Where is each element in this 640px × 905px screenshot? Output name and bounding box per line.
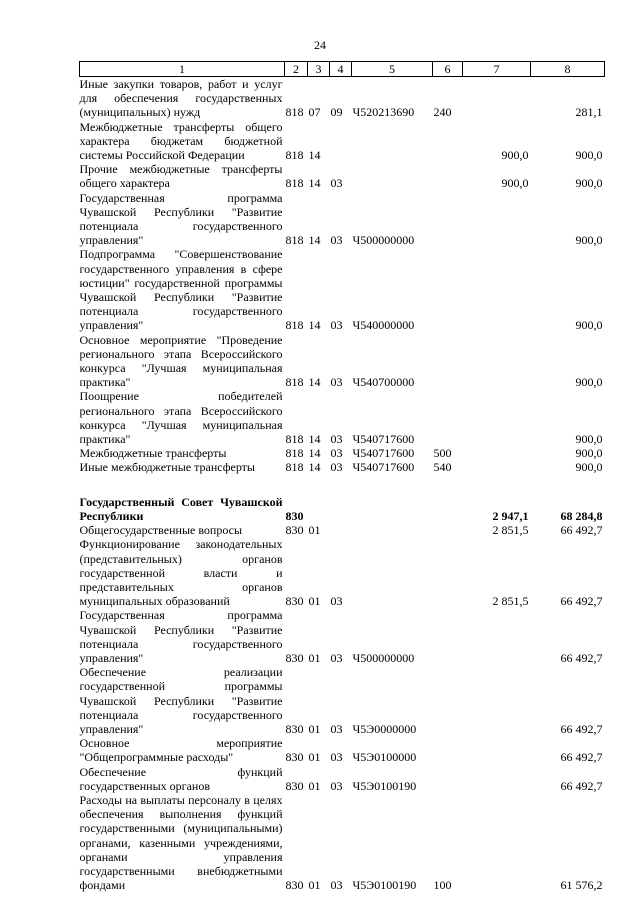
target-article-cell: Ч500000000: [352, 233, 415, 248]
admin-code-cell: 818: [285, 148, 304, 163]
spacer-row: [80, 475, 605, 495]
target-article-cell: Ч540717600: [352, 460, 415, 475]
amount-change-cell: 900,0: [501, 176, 529, 191]
admin-code-cell: 830: [285, 878, 304, 893]
target-article-cell: Ч540717600: [352, 446, 415, 461]
table-row: [80, 608, 605, 665]
subsection-cell: 03: [330, 318, 343, 333]
section-cell: 01: [308, 523, 321, 538]
amount-change-cell: [463, 793, 531, 892]
amount-change-cell: [463, 191, 531, 248]
subsection-cell: [330, 120, 352, 163]
amount-change-cell: [463, 665, 531, 736]
table-row: [80, 793, 605, 892]
amount-change-cell: [463, 608, 531, 665]
table-row: [80, 765, 605, 793]
subsection-cell: [330, 523, 352, 537]
subsection-cell: 09: [330, 105, 343, 120]
amount-total-cell: 900,0: [575, 318, 603, 333]
admin-code-cell: 830: [285, 594, 304, 609]
amount-total-cell: 900,0: [575, 375, 603, 390]
row-name-cell: Основное мероприятие "Проведение регионального этапа Всероссийского конкурса "Лучшая муниципальная практика": [79, 332, 283, 390]
subsection-cell: 03: [330, 176, 343, 191]
section-cell: 14: [308, 375, 321, 390]
amount-change-cell: [463, 460, 531, 474]
row-name-cell: Основное мероприятие "Общепрограммные расходы": [79, 736, 283, 765]
section-cell: 14: [308, 176, 321, 191]
row-name-cell: Государственный Совет Чувашской Республики: [79, 494, 283, 523]
amount-change-cell: [463, 77, 531, 120]
row-name-cell: Обеспечение реализации государственной программы Чувашской Республики "Развитие потенциала государственного управления": [79, 665, 283, 736]
subsection-cell: 03: [330, 721, 343, 736]
expense-type-cell: [433, 162, 463, 190]
expense-type-cell: [433, 608, 463, 665]
table-row: [80, 460, 605, 474]
section-cell: 14: [308, 318, 321, 333]
amount-total-cell: 66 492,7: [560, 650, 603, 665]
section-cell: 01: [308, 721, 321, 736]
table-row: [80, 247, 605, 332]
target-article-cell: [352, 120, 433, 163]
amount-total-cell: 66 492,7: [560, 778, 603, 793]
amount-total-cell: 68 284,8: [560, 508, 603, 523]
amount-change-cell: [463, 247, 531, 332]
row-name-cell: Государственная программа Чувашской Республики "Развитие потенциала государственного управления": [79, 190, 283, 248]
amount-change-cell: 2 851,5: [492, 523, 529, 538]
table-row: [80, 333, 605, 390]
admin-code-cell: 830: [285, 508, 304, 523]
expense-type-cell: [433, 537, 463, 608]
amount-change-cell: [463, 446, 531, 460]
table-row: [80, 446, 605, 460]
amount-change-cell: 2 851,5: [492, 594, 529, 609]
section-cell: 14: [308, 460, 321, 475]
target-article-cell: Ч540700000: [352, 375, 415, 390]
amount-change-cell: 900,0: [501, 148, 529, 163]
table-row: [80, 77, 605, 120]
column-header-4: 4: [330, 62, 352, 77]
section-cell: 01: [308, 650, 321, 665]
amount-total-cell: 900,0: [575, 446, 603, 461]
column-header-1: 1: [80, 62, 285, 77]
expense-type-cell: [433, 765, 463, 793]
amount-total-cell: 900,0: [575, 432, 603, 447]
table-row: [80, 191, 605, 248]
row-name-cell: Расходы на выплаты персоналу в целях обеспечения выполнения функций государственными (муниципальными) органами, казенными учреждениями, органами управления государственными внебюджетными фондами: [79, 792, 283, 893]
row-name-cell: Государственная программа Чувашской Республики "Развитие потенциала государственного управления": [79, 608, 283, 665]
admin-code-cell: 818: [285, 176, 304, 191]
amount-change-cell: [463, 765, 531, 793]
amount-total-cell: 900,0: [575, 176, 603, 191]
subsection-cell: 03: [330, 594, 343, 609]
row-name-cell: Подпрограмма "Совершенствование государственного управления в сфере юстиции" государственной программы Чувашской Республики "Развитие потенциала государственного управления": [79, 247, 283, 333]
amount-change-cell: 2 947,1: [492, 508, 529, 523]
amount-total-cell: 900,0: [575, 233, 603, 248]
admin-code-cell: 818: [285, 233, 304, 248]
row-name-cell: Иные межбюджетные трансферты: [79, 460, 255, 475]
target-article-cell: [352, 537, 433, 608]
expense-type-cell: [433, 523, 463, 537]
column-header-3: 3: [308, 62, 330, 77]
section-cell: 01: [308, 778, 321, 793]
target-article-cell: Ч5Э0000000: [352, 721, 417, 736]
amount-total-cell: 900,0: [575, 148, 603, 163]
section-cell: 01: [308, 594, 321, 609]
subsection-cell: 03: [330, 878, 343, 893]
table-row: [80, 537, 605, 608]
admin-code-cell: 818: [285, 318, 304, 333]
subsection-cell: 03: [330, 375, 343, 390]
subsection-cell: 03: [330, 233, 343, 248]
target-article-cell: Ч540717600: [352, 432, 415, 447]
amount-change-cell: [463, 736, 531, 764]
row-name-cell: Межбюджетные трансферты общего характера бюджетам бюджетной системы Российской Федерации: [79, 119, 283, 163]
spacer-cell: [80, 475, 605, 495]
row-name-cell: Межбюджетные трансферты: [79, 446, 227, 461]
row-name-cell: Обеспечение функций государственных органов: [79, 764, 283, 793]
expense-type-cell: [433, 665, 463, 736]
column-header-8: 8: [531, 62, 605, 77]
section-cell: 14: [308, 148, 321, 163]
subsection-cell: 03: [330, 750, 343, 765]
header-row: [80, 62, 605, 77]
admin-code-cell: 818: [285, 446, 304, 461]
amount-total-cell: 66 492,7: [560, 721, 603, 736]
table-row: [80, 162, 605, 190]
amount-total-cell: 61 576,2: [560, 878, 603, 893]
section-cell: 14: [308, 432, 321, 447]
expense-type-cell: [433, 736, 463, 764]
page-number: 24: [314, 38, 326, 52]
expense-type-cell: 540: [433, 460, 452, 475]
expense-type-cell: 240: [433, 105, 452, 120]
expense-type-cell: 100: [433, 878, 452, 893]
table-row: [80, 389, 605, 446]
section-cell: 14: [308, 233, 321, 248]
target-article-cell: Ч520213690: [352, 105, 415, 120]
admin-code-cell: 818: [285, 105, 304, 120]
row-name-cell: Поощрение победителей регионального этапа Всероссийского конкурса "Лучшая муниципальная практика": [79, 389, 283, 447]
admin-code-cell: 830: [285, 778, 304, 793]
target-article-cell: Ч500000000: [352, 650, 415, 665]
column-header-5: 5: [352, 62, 433, 77]
subsection-cell: 03: [330, 650, 343, 665]
admin-code-cell: 830: [285, 721, 304, 736]
target-article-cell: [352, 495, 433, 523]
budget-table: [79, 61, 605, 892]
amount-change-cell: [463, 333, 531, 390]
subsection-cell: 03: [330, 432, 343, 447]
subsection-cell: 03: [330, 460, 343, 475]
table-row: [80, 665, 605, 736]
target-article-cell: Ч5Э0100190: [352, 778, 417, 793]
target-article-cell: [352, 523, 433, 537]
subsection-cell: 03: [330, 778, 343, 793]
target-article-cell: Ч5Э0100190: [352, 878, 417, 893]
amount-total-cell: 66 492,7: [560, 750, 603, 765]
admin-code-cell: 830: [285, 523, 304, 538]
section-cell: 01: [308, 750, 321, 765]
admin-code-cell: 830: [285, 750, 304, 765]
expense-type-cell: [433, 389, 463, 446]
expense-type-cell: [433, 191, 463, 248]
table-row: [80, 523, 605, 537]
column-header-6: 6: [433, 62, 463, 77]
column-header-2: 2: [285, 62, 308, 77]
expense-type-cell: [433, 247, 463, 332]
expense-type-cell: [433, 495, 463, 523]
table-row: [80, 495, 605, 523]
amount-total-cell: 281,1: [575, 105, 603, 120]
admin-code-cell: 818: [285, 432, 304, 447]
section-cell: 07: [308, 105, 321, 120]
row-name-cell: Функционирование законодательных (представительных) органов государственной власти и представительных органов муниципальных образований: [79, 537, 283, 609]
section-cell: 14: [308, 446, 321, 461]
amount-total-cell: 66 492,7: [560, 523, 603, 538]
section-cell: 01: [308, 878, 321, 893]
row-name-cell: Прочие межбюджетные трансферты общего характера: [79, 162, 283, 191]
row-name-cell: Иные закупки товаров, работ и услуг для обеспечения государственных (муниципальных) нужд: [79, 77, 283, 120]
table-row: [80, 120, 605, 163]
column-header-7: 7: [463, 62, 531, 77]
subsection-cell: 03: [330, 446, 343, 461]
admin-code-cell: 830: [285, 650, 304, 665]
expense-type-cell: [433, 120, 463, 163]
amount-total-cell: 66 492,7: [560, 594, 603, 609]
admin-code-cell: 818: [285, 460, 304, 475]
row-name-cell: Общегосударственные вопросы: [79, 523, 243, 538]
amount-change-cell: [463, 389, 531, 446]
amount-total-cell: 900,0: [575, 460, 603, 475]
target-article-cell: Ч540000000: [352, 318, 415, 333]
table-row: [80, 736, 605, 764]
section-cell: [308, 495, 330, 523]
target-article-cell: Ч5Э0100000: [352, 750, 417, 765]
target-article-cell: [352, 162, 433, 190]
expense-type-cell: 500: [433, 446, 452, 461]
expense-type-cell: [433, 333, 463, 390]
admin-code-cell: 818: [285, 375, 304, 390]
subsection-cell: [330, 495, 352, 523]
